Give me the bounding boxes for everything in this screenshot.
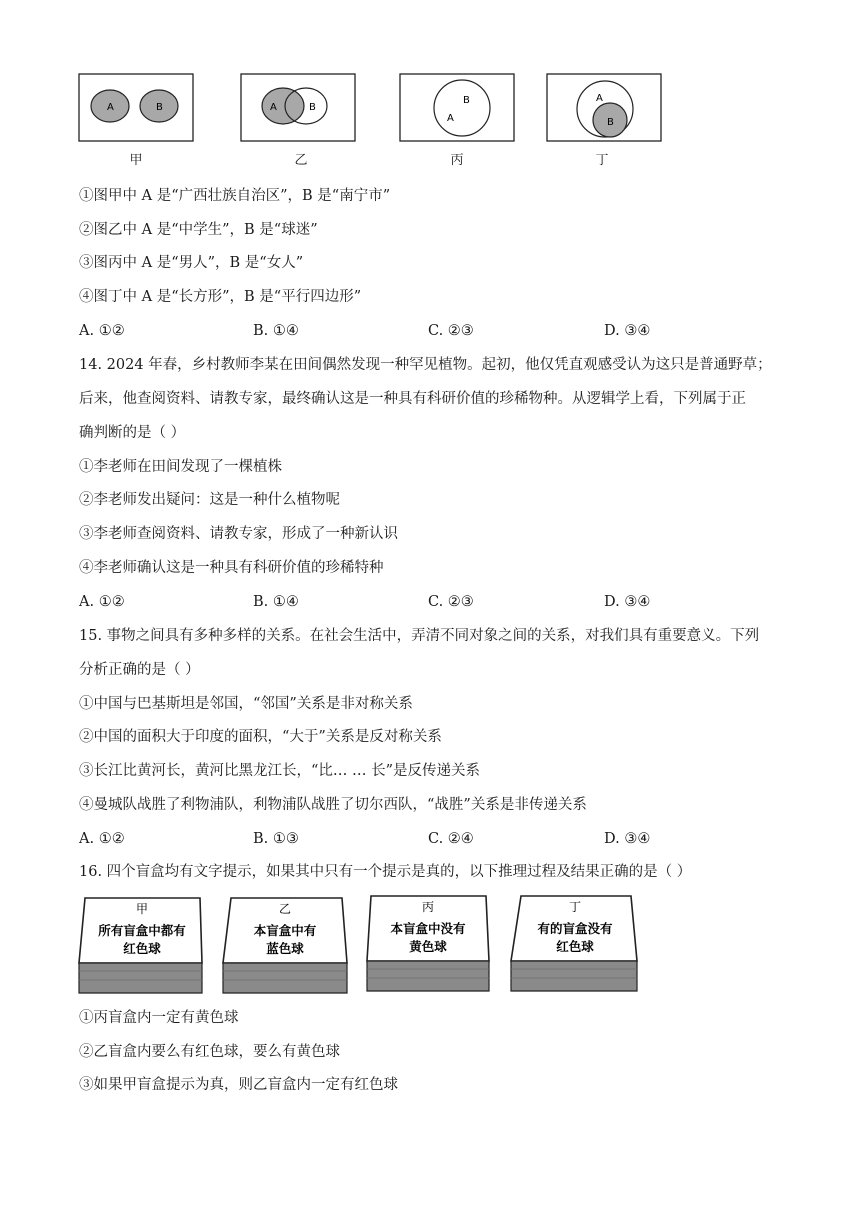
q16-item-2: ②乙盲盒内要么有红色球，要么有黄色球 xyxy=(79,1044,340,1060)
q13-option-a[interactable]: A. ①② xyxy=(79,323,125,339)
q13-option-b[interactable]: B. ①④ xyxy=(253,323,299,339)
q14-stem-line-1: 14. 2024 年春，乡村教师李某在田间偶然发现一种罕见植物。起初，他仅凭直观感受认为这只是普通野草； xyxy=(79,357,772,373)
venn-label-b: B xyxy=(309,102,316,113)
caption-ding: 丁 xyxy=(595,153,609,168)
q13-item-1: ①图甲中 A 是“广西壮族自治区”，B 是“南宁市” xyxy=(79,188,391,204)
venn-label-b: B xyxy=(463,95,470,106)
q13-item-2: ②图乙中 A 是“中学生”，B 是“球迷” xyxy=(79,222,318,238)
caption-yi: 乙 xyxy=(294,153,308,168)
q14-stem-line-3: 确判断的是（ ） xyxy=(79,425,186,441)
q15-item-1: ①中国与巴基斯坦是邻国，“邻国”关系是非对称关系 xyxy=(79,696,413,712)
venn-diagram-jia xyxy=(78,73,194,147)
q15-option-b[interactable]: B. ①③ xyxy=(253,831,299,847)
box-text-line1: 本盲盒中有 xyxy=(253,923,317,938)
box-label: 丁 xyxy=(568,900,582,914)
q14-item-4: ④李老师确认这是一种具有科研价值的珍稀特种 xyxy=(79,560,384,576)
blind-box-ding xyxy=(509,893,641,999)
q15-option-a[interactable]: A. ①② xyxy=(79,831,125,847)
venn-label-b: B xyxy=(607,117,614,128)
q16-item-1: ①丙盲盒内一定有黄色球 xyxy=(79,1010,239,1026)
venn-label-a: A xyxy=(107,102,114,113)
q14-item-1: ①李老师在田间发现了一棵植株 xyxy=(79,459,282,475)
box-text-line1: 本盲盒中没有 xyxy=(390,921,466,936)
box-text-line1: 所有盲盒中都有 xyxy=(98,923,186,938)
q14-option-a[interactable]: A. ①② xyxy=(79,594,125,610)
box-text-line1: 有的盲盒没有 xyxy=(537,921,613,936)
blind-box-yi xyxy=(221,895,351,1001)
venn-diagram-yi xyxy=(240,73,356,147)
q14-item-3: ③李老师查阅资料、请教专家，形成了一种新认识 xyxy=(79,526,398,542)
box-text-line2: 红色球 xyxy=(123,941,161,956)
q14-option-b[interactable]: B. ①④ xyxy=(253,594,299,610)
venn-diagram-bing xyxy=(399,73,515,147)
blind-box-jia xyxy=(77,895,207,1001)
venn-label-b: B xyxy=(156,102,163,113)
q16-item-3: ③如果甲盲盒提示为真，则乙盲盒内一定有红色球 xyxy=(79,1077,398,1093)
q13-item-3: ③图丙中 A 是“男人”，B 是“女人” xyxy=(79,255,304,271)
venn-label-a: A xyxy=(270,102,277,113)
q15-option-c[interactable]: C. ②④ xyxy=(428,831,474,847)
q15-stem-line-2: 分析正确的是（ ） xyxy=(79,662,200,678)
q13-option-d[interactable]: D. ③④ xyxy=(604,323,651,339)
box-text-line2: 蓝色球 xyxy=(266,941,304,956)
caption-jia: 甲 xyxy=(129,153,143,168)
q15-option-d[interactable]: D. ③④ xyxy=(604,831,651,847)
q15-item-2: ②中国的面积大于印度的面积，“大于”关系是反对称关系 xyxy=(79,729,442,745)
q15-item-3: ③长江比黄河长，黄河比黑龙江长，“比… … 长”是反传递关系 xyxy=(79,763,481,779)
caption-bing: 丙 xyxy=(450,153,464,168)
blind-box-bing xyxy=(365,893,495,999)
q13-option-c[interactable]: C. ②③ xyxy=(428,323,474,339)
venn-label-a: A xyxy=(596,93,603,104)
q15-item-4: ④曼城队战胜了利物浦队，利物浦队战胜了切尔西队，“战胜”关系是非传递关系 xyxy=(79,797,587,813)
box-text-line2: 红色球 xyxy=(556,939,594,954)
q16-stem: 16. 四个盲盒均有文字提示，如果其中只有一个提示是真的，以下推理过程及结果正确的是（ ） xyxy=(79,864,692,880)
box-label: 丙 xyxy=(421,900,435,914)
box-text-line2: 黄色球 xyxy=(409,939,447,954)
box-label: 乙 xyxy=(278,902,292,916)
q14-option-d[interactable]: D. ③④ xyxy=(604,594,651,610)
q14-option-c[interactable]: C. ②③ xyxy=(428,594,474,610)
q14-stem-line-2: 后来，他查阅资料、请教专家，最终确认这是一种具有科研价值的珍稀物种。从逻辑学上看，下列属于正 xyxy=(79,391,746,407)
q14-item-2: ②李老师发出疑问：这是一种什么植物呢 xyxy=(79,492,340,508)
q13-item-4: ④图丁中 A 是“长方形”，B 是“平行四边形” xyxy=(79,289,362,305)
venn-label-a: A xyxy=(447,113,454,124)
box-label: 甲 xyxy=(135,902,149,916)
q15-stem-line-1: 15. 事物之间具有多种多样的关系。在社会生活中，弄清不同对象之间的关系，对我们具有重要意义。下列 xyxy=(79,628,760,644)
venn-diagram-ding xyxy=(546,73,662,147)
